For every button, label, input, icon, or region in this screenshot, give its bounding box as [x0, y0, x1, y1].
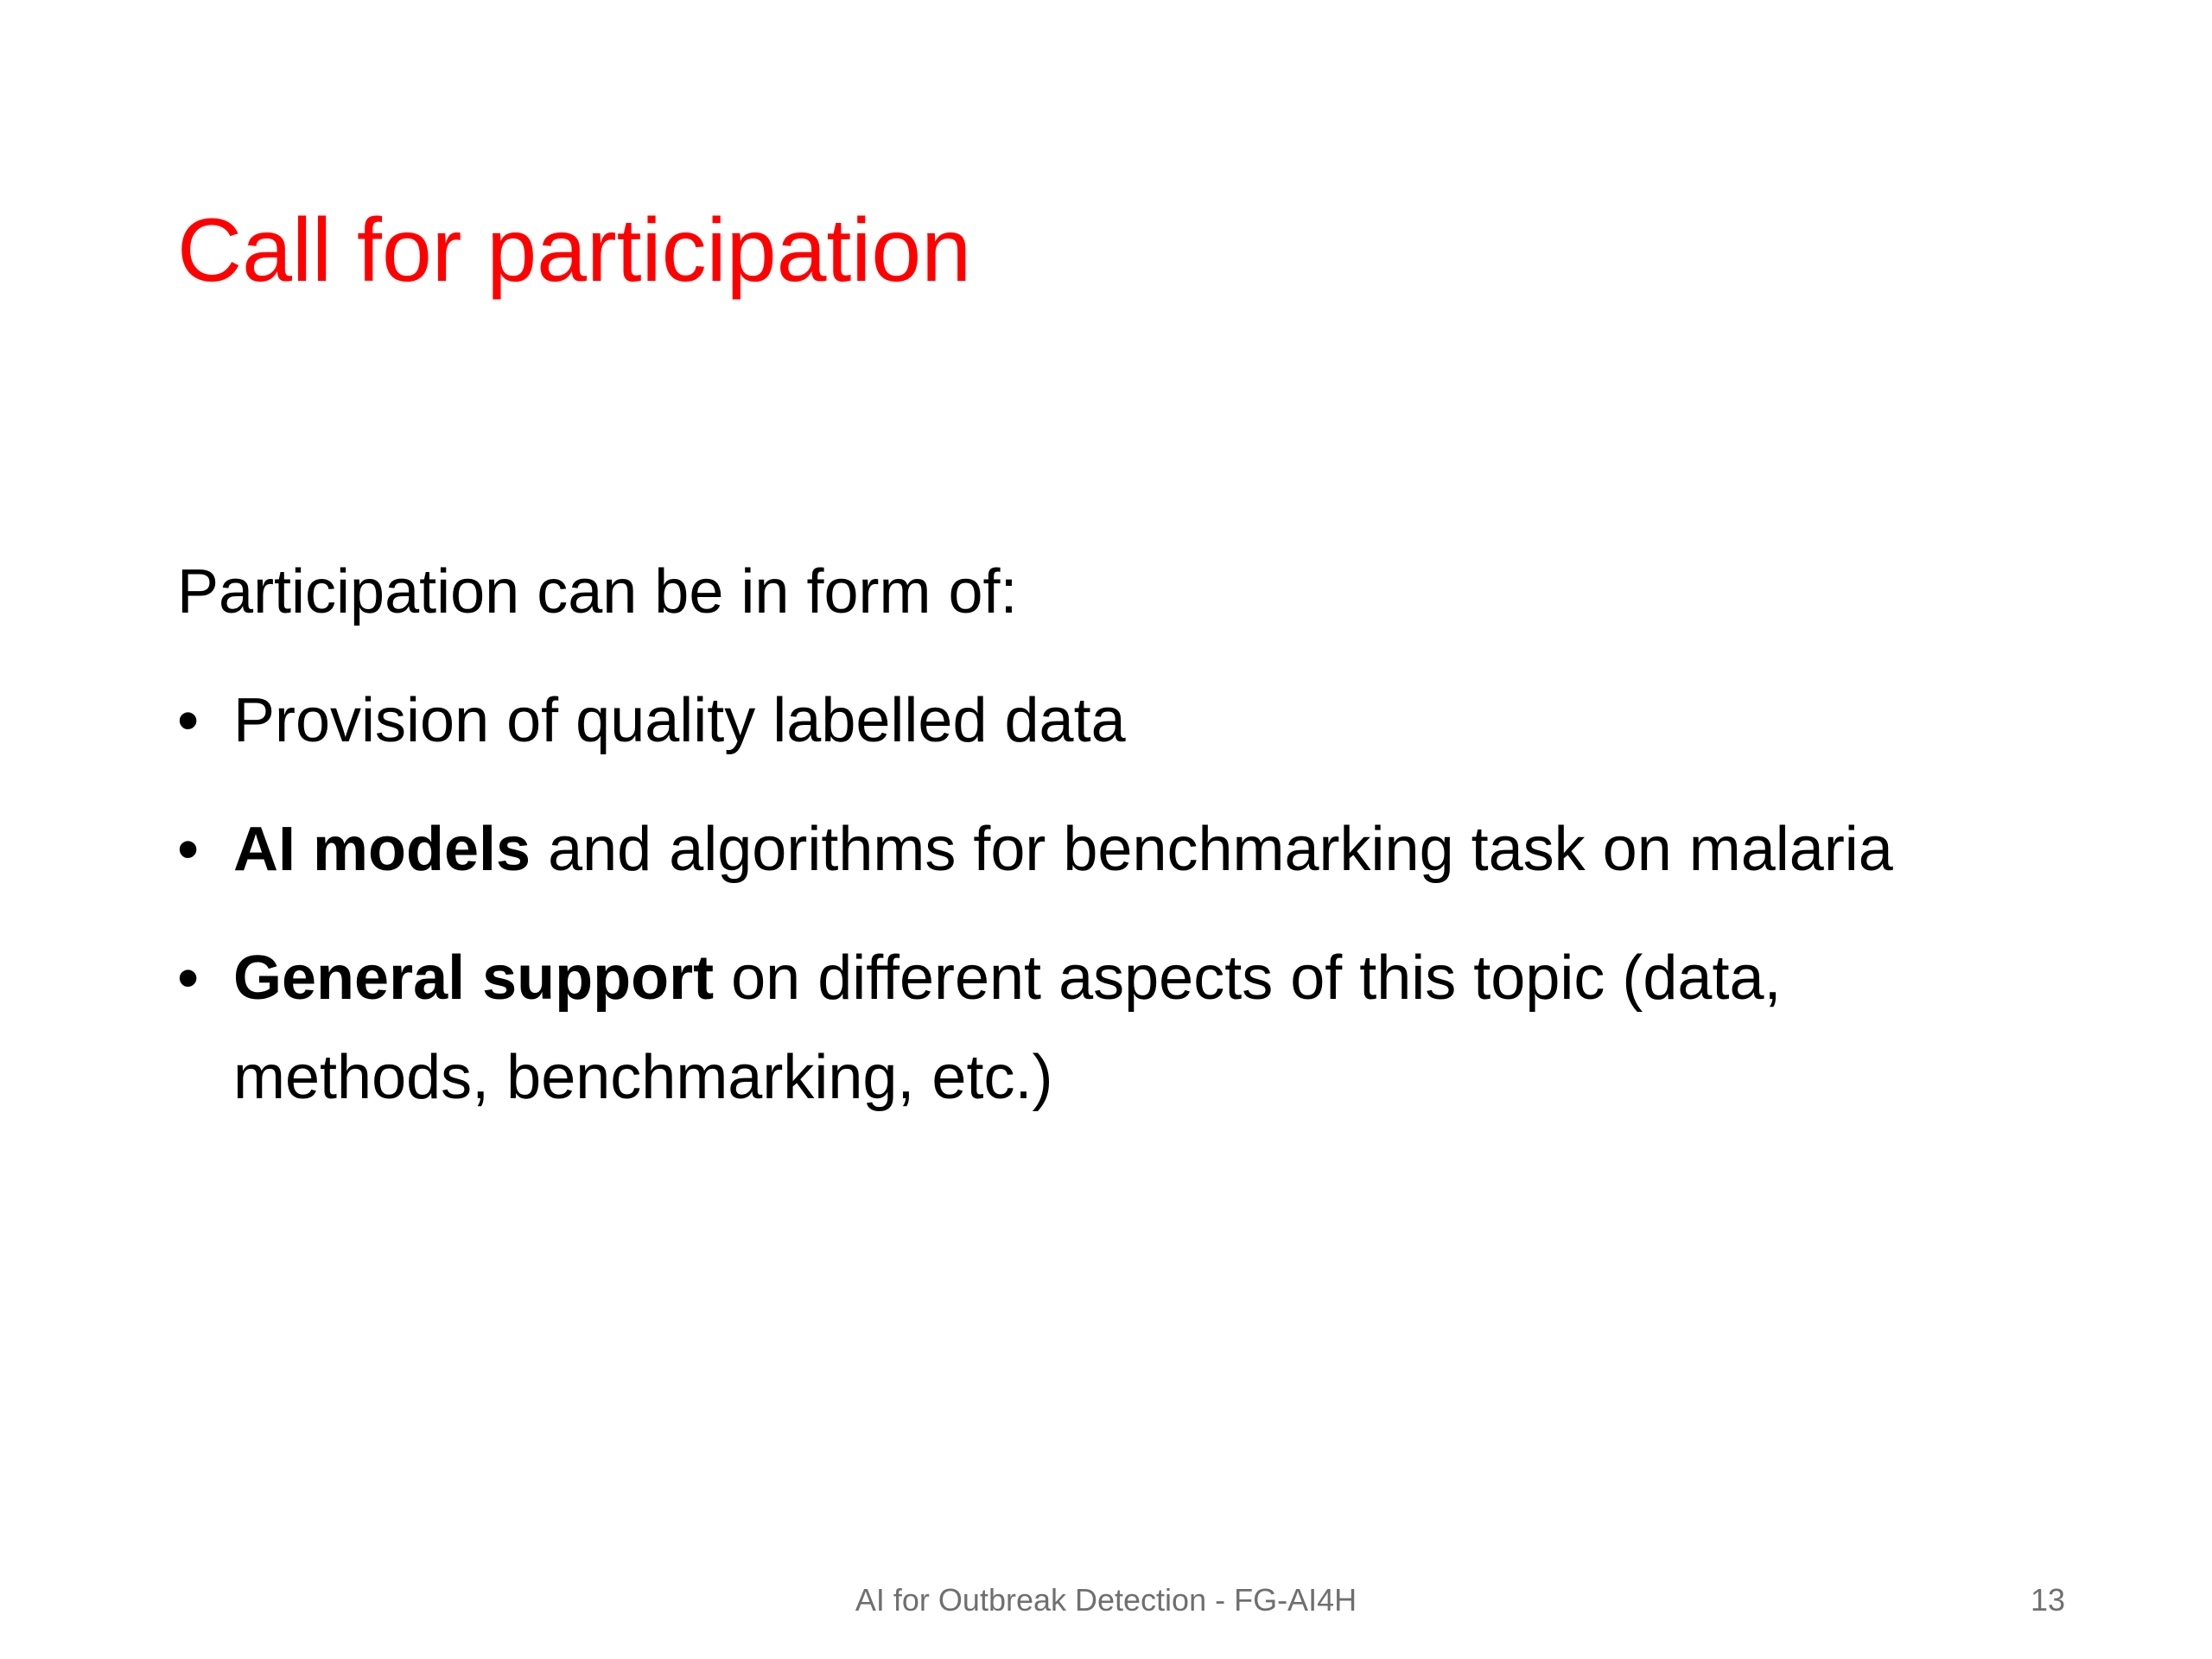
slide-body	[177, 543, 1992, 1157]
bullet-text	[233, 671, 1918, 771]
intro-text: Participation can be in form of:	[177, 557, 1018, 626]
bullet-normal-text: on different aspects of this topic (data, methods, benchmarking, etc.)	[233, 944, 1782, 1112]
bullet-text	[233, 800, 1918, 899]
bullet-item-data	[177, 671, 1992, 771]
bullet-list	[177, 671, 1992, 1128]
bullet-normal-text: Provision of quality labelled data	[233, 686, 1126, 755]
footer-text: AI for Outbreak Detection - FG-AI4H	[855, 1582, 1357, 1618]
bullet-icon: •	[177, 815, 200, 884]
bullet-item-general-support	[177, 929, 1992, 1128]
bullet-icon: •	[177, 944, 200, 1013]
bullet-item-ai-models	[177, 800, 1992, 899]
bullet-text	[233, 929, 1918, 1128]
page-number: 13	[2030, 1582, 2065, 1618]
slide-title: Call for participation	[177, 200, 972, 301]
bullet-bold-text: AI models	[233, 815, 531, 884]
bullet-icon: •	[177, 686, 200, 755]
bullet-bold-text: General support	[233, 944, 715, 1013]
bullet-normal-text: and algorithms for benchmarking task on malaria	[531, 815, 1893, 884]
